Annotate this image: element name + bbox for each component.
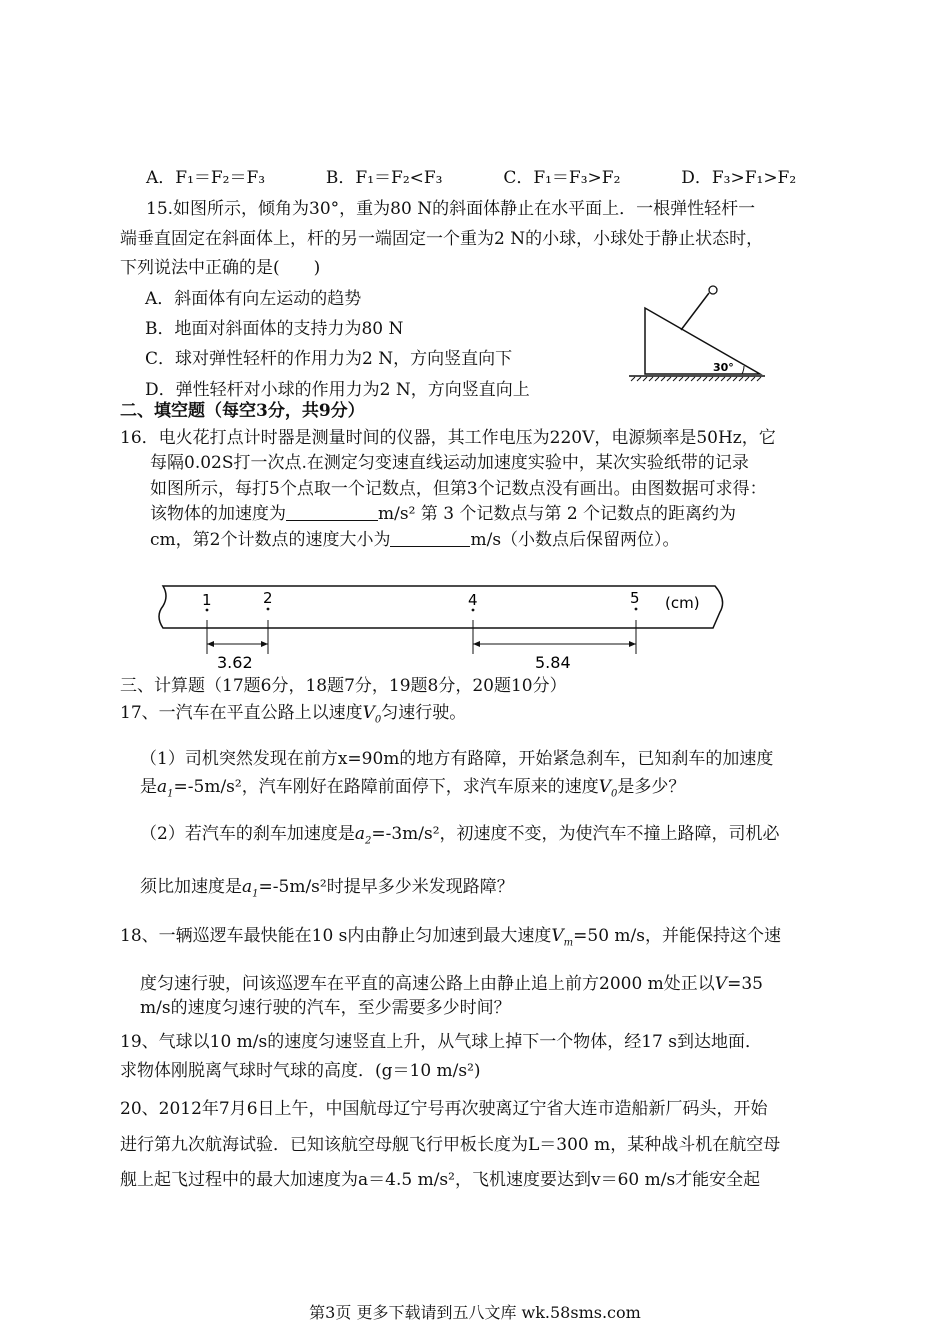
- symbol-a1: [157, 777, 174, 800]
- q20-line-2: 进行第九次航海试验．已知该航空母舰飞行甲板长度为L＝300 m，某种战斗机在航空母: [120, 1135, 781, 1155]
- q15-option-b: B．地面对斜面体的支持力为80 N: [145, 319, 404, 339]
- symbol-a1-sub: 1: [167, 788, 174, 800]
- q15-line-1: 15.如图所示，倾角为30°，重为80 N的斜面体静止在水平面上．一根弹性轻杆一: [146, 199, 756, 219]
- arrow-45-left: [473, 641, 480, 647]
- q17-part-1-post: 是多少？: [617, 777, 686, 797]
- q17-part-1-pre: 是: [140, 777, 157, 797]
- q16-line-1: 16．电火花打点计时器是测量时间的仪器，其工作电压为220V，电源频率是50Hz，它: [120, 428, 776, 448]
- q17-part-2-line-2: [140, 875, 514, 906]
- symbol-a1-second-main: a: [242, 877, 253, 897]
- tape-dot-2: [267, 608, 270, 611]
- q17-part-2-line-1: [140, 822, 780, 853]
- tape-dot-4: [472, 609, 475, 612]
- distance-12-label: 3.62: [217, 653, 253, 672]
- tape-dot-1: [206, 609, 209, 612]
- symbol-vm-sub: m: [563, 937, 574, 949]
- angle-label: 30°: [713, 361, 734, 374]
- q18-line-2-text-b: =35: [727, 974, 763, 994]
- symbol-a2: [354, 824, 372, 847]
- arrow-12-right: [261, 641, 268, 647]
- incline-figure: [625, 280, 770, 385]
- symbol-v0-second-sub: 0: [611, 788, 618, 800]
- velocity-blank[interactable]: [390, 529, 470, 547]
- q16-line-5: [150, 528, 680, 552]
- q16-line-4: [150, 502, 736, 526]
- q14-option-a: A．F₁＝F₂＝F₃: [146, 168, 266, 188]
- tape-point-2-label: 2: [263, 589, 273, 607]
- tape-unit-label: (cm): [665, 594, 700, 612]
- symbol-a2-sub: 2: [364, 835, 372, 847]
- q18-line-1: [120, 924, 781, 955]
- q16-line-4-text-a: 该物体的加速度为: [150, 504, 286, 524]
- q17-line-1: [120, 701, 466, 732]
- q14-option-d: D．F₃>F₁>F₂: [681, 168, 797, 188]
- small-ball: [709, 286, 717, 294]
- tape-point-5-label: 5: [630, 589, 640, 607]
- q17-line-1-text-b: 匀速行驶。: [381, 703, 467, 723]
- q16-line-4-text-b: m/s² 第 3 个记数点与第 2 个记数点的距离约为: [378, 504, 737, 524]
- symbol-v0-second: [598, 777, 618, 800]
- q17-part-2b-post: =-5m/s²时提早多少米发现路障？: [258, 877, 514, 897]
- q17-part-1-mid: =-5m/s²，汽车刚好在路障前面停下，求汽车原来的速度: [173, 777, 599, 797]
- q18-line-3: m/s的速度匀速行驶的汽车，至少需要多少时间？: [140, 998, 511, 1018]
- q16-line-2: 每隔0.02S打一次点.在测定匀变速直线运动加速度实验中，某次实验纸带的记录: [150, 453, 749, 473]
- symbol-a1-main: a: [157, 777, 168, 797]
- q19-line-2: 求物体刚脱离气球时气球的高度．(g＝10 m/s²): [120, 1061, 481, 1081]
- section-3-heading: 三、计算题（17题6分，18题7分，19题8分，20题10分）: [120, 676, 567, 696]
- page-footer: 第3页 更多下载请到五八文库 wk.58sms.com: [309, 1303, 641, 1322]
- q17-part-2b-pre: 须比加速度是: [140, 877, 242, 897]
- incline-block: [645, 308, 760, 374]
- elastic-rod: [681, 293, 709, 330]
- symbol-a1-second: [242, 877, 259, 900]
- arrow-45-right: [629, 641, 636, 647]
- symbol-a2-main: a: [354, 824, 365, 844]
- distance-45-label: 5.84: [535, 653, 571, 672]
- tape-dot-5: [635, 608, 638, 611]
- q17-part-1-line-1: （1）司机突然发现在前方x=90m的地方有路障，开始紧急刹车，已知刹车的加速度: [140, 749, 774, 769]
- q18-line-2-text: 度匀速行驶，问该巡逻车在平直的高速公路上由静止追上前方2000 m处正以: [140, 974, 715, 994]
- symbol-v0: [362, 703, 382, 726]
- q16-line-3: 如图所示，每打5个点取一个记数点，但第3个记数点没有画出。由图数据可求得：: [150, 479, 767, 499]
- q17-line-1-text: 17、一汽车在平直公路上以速度: [120, 703, 363, 723]
- q16-line-5-text-a: cm，第2个计数点的速度大小为: [150, 530, 391, 550]
- q15-option-c: C．球对弹性轻杆的作用力为2 N，方向竖直向下: [145, 349, 513, 369]
- q19-line-1: 19、气球以10 m/s的速度匀速竖直上升，从气球上掉下一个物体，经17 s到达地面．: [120, 1032, 762, 1052]
- q18-line-2: [140, 972, 763, 996]
- q15-line-3: 下列说法中正确的是( ): [120, 258, 321, 278]
- tape-point-1-label: 1: [202, 591, 212, 609]
- q17-part-2-pre: （2）若汽车的刹车加速度是: [140, 824, 355, 844]
- q15-option-a: A．斜面体有向左运动的趋势: [145, 289, 362, 309]
- symbol-v0-second-main: V: [598, 777, 611, 797]
- symbol-a1-second-sub: 1: [252, 888, 259, 900]
- paper-tape-figure: [155, 578, 735, 676]
- q15-line-2: 端垂直固定在斜面体上，杆的另一端固定一个重为2 N的小球，小球处于静止状态时，: [120, 229, 764, 249]
- q17-part-2-post: =-3m/s²，初速度不变，为使汽车不撞上路障，司机必: [371, 824, 780, 844]
- q15-option-d: D．弹性轻杆对小球的作用力为2 N，方向竖直向上: [145, 380, 530, 400]
- q20-line-1: 20、2012年7月6日上午，中国航母辽宁号再次驶离辽宁省大连市造船新厂码头，开始: [120, 1099, 768, 1119]
- q14-option-b: B．F₁＝F₂<F₃: [325, 168, 443, 188]
- ground-hatch: [631, 377, 761, 381]
- q14-options: [146, 166, 796, 190]
- q18-line-1-text-a: 18、一辆巡逻车最快能在10 s内由静止匀加速到最大速度: [120, 926, 552, 946]
- q17-part-1-line-2: [140, 775, 685, 806]
- arrow-12-left: [207, 641, 214, 647]
- q20-line-3: 舰上起飞过程中的最大加速度为a＝4.5 m/s²，飞机速度要达到v＝60 m/s才能安全起: [120, 1170, 761, 1190]
- section-2-heading: 二、填空题（每空3分，共9分）: [120, 401, 365, 421]
- symbol-vm: [551, 926, 574, 949]
- q14-option-c: C．F₁＝F₃>F₂: [503, 168, 621, 188]
- symbol-vm-main: V: [551, 926, 564, 946]
- angle-arc: [742, 366, 744, 374]
- q18-line-1-text-b: =50 m/s，并能保持这个速: [573, 926, 782, 946]
- q16-line-5-text-b: m/s（小数点后保留两位）。: [470, 530, 680, 550]
- symbol-v0-sub: 0: [374, 714, 382, 726]
- symbol-v0-main: V: [362, 703, 375, 723]
- tape-point-4-label: 4: [468, 591, 478, 609]
- symbol-v: V: [714, 974, 728, 994]
- acceleration-blank[interactable]: [286, 503, 378, 521]
